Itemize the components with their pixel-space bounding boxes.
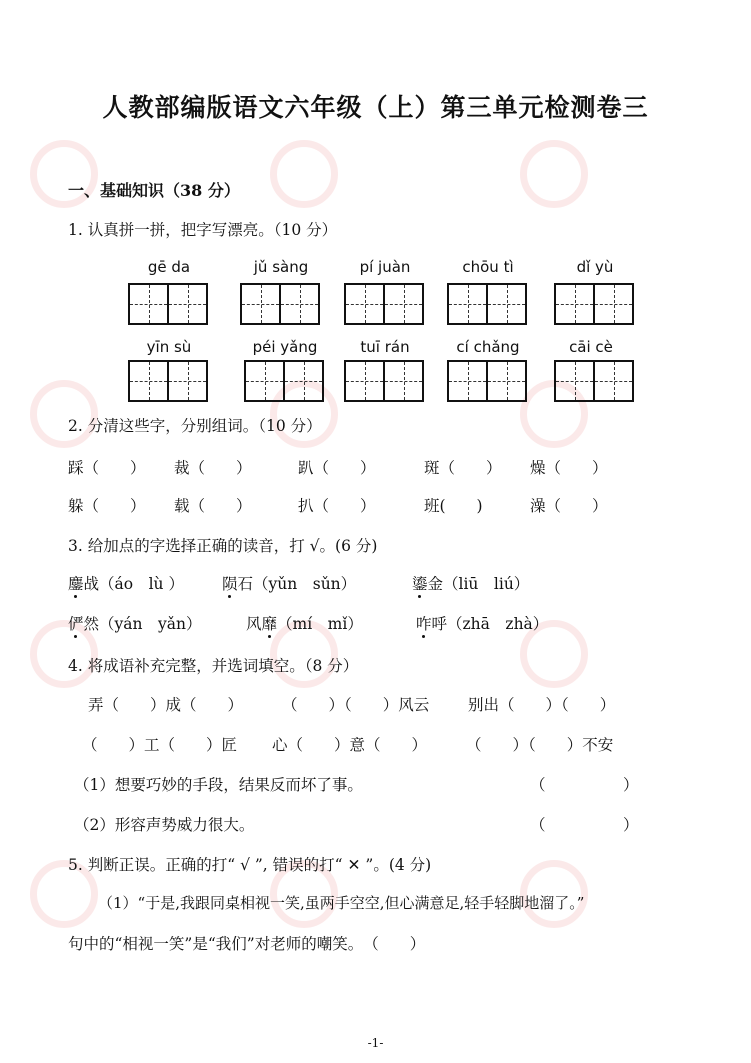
statement-line: 句中的“相视一笑”是“我们”对老师的嘲笑。 （ ） [68,935,426,953]
word-item: 趴（ ） [298,459,376,477]
writing-grid[interactable] [447,360,527,402]
pinyin: péi yǎng [252,338,318,356]
answer-blank[interactable]: （ ） [530,816,639,834]
question-4: 4. 将成语补充完整，并选词填空。（8 分） [68,657,359,675]
word-item: 载（ ） [174,497,252,515]
watermark-logo [270,140,338,212]
pinyin: gē da [147,258,191,276]
watermark-logo [30,140,98,212]
writing-grid[interactable] [128,360,208,402]
watermark-logo [520,140,588,212]
statement-line: （1）“于是,我跟同桌相视一笑,虽两手空空,但心满意足,轻手轻脚地溜了。” [98,894,585,912]
section-heading: 一、基础知识（38 分） [68,181,240,200]
idiom-item: （ ）工（ ）匠 [82,736,238,754]
reading-item: 陨石（yǔn sǔn） [222,575,357,593]
reading-item: 俨然（yán yǎn） [68,615,202,633]
pinyin: yīn sù [146,338,192,356]
idiom-item: 弄（ ）成（ ） [88,696,244,714]
reading-item: 鏖战（áo lù ） [68,575,184,593]
page-number: -1- [367,1036,384,1050]
sentence-1: （1）想要巧妙的手段，结果反而坏了事。 [74,776,363,794]
word-item: 躲（ ） [68,497,146,515]
word-item: 斑（ ） [424,459,502,477]
idiom-item: （ ）（ ）不安 [466,736,614,754]
word-item: 踩（ ） [68,459,146,477]
writing-grid[interactable] [344,360,424,402]
writing-grid[interactable] [554,360,634,402]
page-title: 人教部编版语文六年级（上）第三单元检测卷三 [102,93,649,122]
pinyin: cāi cè [569,338,613,356]
writing-grid[interactable] [244,360,324,402]
pinyin: chōu tì [462,258,514,276]
pinyin: dǐ yù [576,258,614,276]
answer-blank[interactable]: （ ） [530,776,639,794]
question-1: 1. 认真拼一拼，把字写漂亮。（10 分） [68,221,338,239]
question-3: 3. 给加点的字选择正确的读音，打 √。(6 分) [68,537,378,555]
reading-item: 风靡（mí mǐ） [246,615,363,633]
writing-grid[interactable] [240,283,320,325]
sentence-2: （2）形容声势威力很大。 [74,816,255,834]
word-item: 澡（ ） [530,497,608,515]
writing-grid[interactable] [554,283,634,325]
idiom-item: 心（ ）意（ ） [272,736,428,754]
word-item: 燥（ ） [530,459,608,477]
reading-item: 咋呼（zhā zhà） [416,615,549,633]
question-2: 2. 分清这些字，分别组词。（10 分） [68,417,322,435]
idiom-item: （ ）（ ）风云 [282,696,430,714]
reading-item: 鎏金（liū liú） [412,575,530,593]
question-5: 5. 判断正误。正确的打“ √ ”, 错误的打“ ✕ ”。(4 分) [68,856,432,874]
writing-grid[interactable] [344,283,424,325]
writing-grid[interactable] [128,283,208,325]
word-item: 裁（ ） [174,459,252,477]
pinyin: jǔ sàng [253,258,309,276]
writing-grid[interactable] [447,283,527,325]
idiom-item: 别出（ ）（ ） [468,696,616,714]
word-item: 扒（ ） [298,497,376,515]
pinyin: pí juàn [359,258,411,276]
pinyin: tuī rán [360,338,410,356]
word-item: 班( ) [424,497,483,515]
pinyin: cí chǎng [456,338,520,356]
